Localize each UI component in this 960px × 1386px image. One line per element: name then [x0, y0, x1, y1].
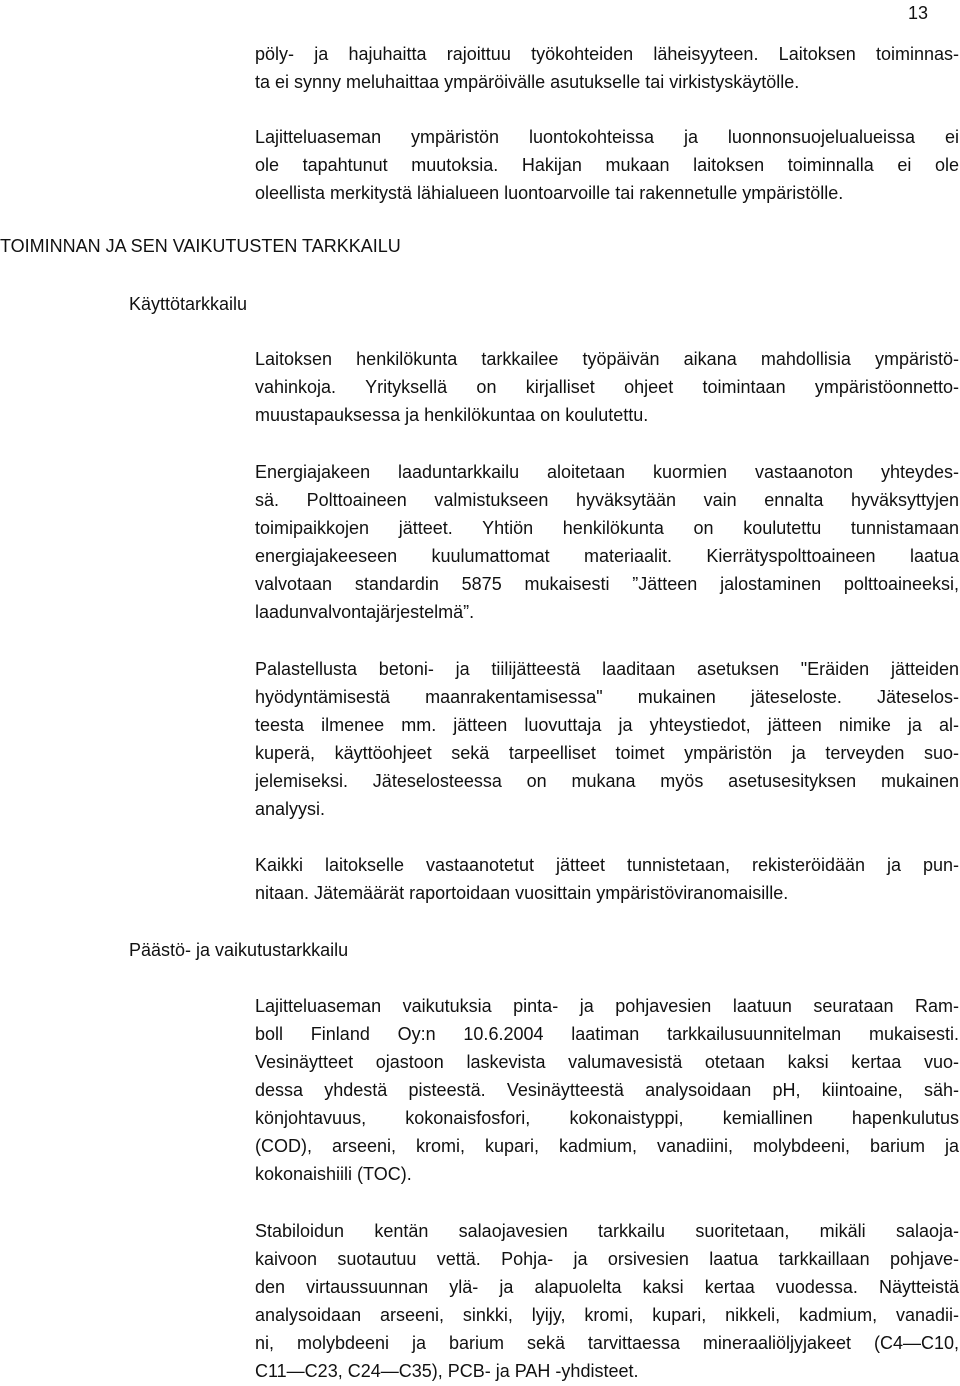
- text-line: vahinkoja. Yrityksellä on kirjalliset ohjeet toimintaan ympäristöonnetto-: [255, 377, 959, 397]
- text-line: C11—C23, C24—C35), PCB- ja PAH -yhdisteet.: [255, 1361, 639, 1381]
- paragraph-nature-sites: [255, 123, 959, 207]
- text-line: teesta ilmenee mm. jätteen luovuttaja ja yhteystiedot, jätteen nimike ja al-: [255, 715, 959, 735]
- text-line: pöly- ja hajuhaitta rajoittuu työkohteiden läheisyyteen. Laitoksen toiminnas-: [255, 44, 959, 64]
- text-line: oleellista merkitystä lähialueen luontoarvoille tai rakennetulle ympäristölle.: [255, 183, 844, 203]
- text-line: kokonaishiili (TOC).: [255, 1164, 412, 1184]
- paragraph-energy-fraction: [255, 458, 959, 626]
- text-line: Stabiloidun kentän salaojavesien tarkkailu suoritetaan, mikäli salaoja-: [255, 1221, 959, 1241]
- text-line: Vesinäytteet ojastoon laskevista valumavesistä otetaan kaksi kertaa vuo-: [255, 1052, 959, 1072]
- text-line: könjohtavuus, kokonaisfosfori, kokonaistyppi, kemiallinen hapenkulutus: [255, 1108, 959, 1128]
- text-line: sä. Polttoaineen valmistukseen hyväksytään vain ennalta hyväksyttyjen: [255, 490, 959, 510]
- text-line: (COD), arseeni, kromi, kupari, kadmium, vanadiini, molybdeeni, barium ja: [255, 1136, 959, 1156]
- text-line: Laitoksen henkilökunta tarkkailee työpäivän aikana mahdollisia ympäristö-: [255, 349, 959, 369]
- text-line: boll Finland Oy:n 10.6.2004 laatiman tarkkailusuunnitelman mukaisesti.: [255, 1024, 959, 1044]
- paragraph-waste-registration: [255, 851, 959, 907]
- page-number: 13: [908, 3, 929, 23]
- text-line: kuperä, käyttöohjeet sekä tarpeelliset toimet ympäristön ja terveyden suo-: [255, 743, 959, 763]
- text-line: Energiajakeen laaduntarkkailu aloitetaan kuormien vastaanoton yhteydes-: [255, 462, 959, 482]
- paragraph-water-quality: [255, 992, 959, 1188]
- text-line: dessa yhdestä pisteestä. Vesinäytteestä analysoidaan pH, kiintoaine, säh-: [255, 1080, 959, 1100]
- text-line: energiajakeeseen kuulumattomat materiaalit. Kierrätyspolttoaineen laatua: [255, 546, 959, 566]
- paragraph-staff-monitoring: [255, 345, 959, 429]
- paragraph-dust-noise: [255, 40, 959, 96]
- text-line: analyysi.: [255, 799, 326, 819]
- text-line: nitaan. Jätemäärät raportoidaan vuosittain ympäristöviranomaisille.: [255, 883, 789, 903]
- text-line: Lajitteluaseman vaikutuksia pinta- ja pohjavesien laatuun seurataan Ram-: [255, 996, 959, 1016]
- text-line: jelemiseksi. Jäteselosteessa on mukana myös asetusesityksen mukainen: [255, 771, 959, 791]
- text-line: muustapauksessa ja henkilökuntaa on koulutettu.: [255, 405, 649, 425]
- text-line: valvotaan standardin 5875 mukaisesti ”Jätteen jalostaminen polttoaineeksi,: [255, 574, 959, 594]
- paragraph-concrete-waste: [255, 655, 959, 823]
- text-line: analysoidaan arseeni, sinkki, lyijy, kromi, kupari, nikkeli, kadmium, vanadii-: [255, 1305, 959, 1325]
- text-line: laadunvalvontajärjestelmä”.: [255, 602, 475, 622]
- text-line: toimipaikkojen jätteet. Yhtiön henkilökunta on koulutettu tunnistamaan: [255, 518, 959, 538]
- text-line: den virtaussuunnan ylä- ja alapuolelta kaksi kertaa vuodessa. Näytteistä: [255, 1277, 959, 1297]
- text-line: ta ei synny meluhaittaa ympäröivälle asutukselle tai virkistyskäytölle.: [255, 72, 800, 92]
- text-line: Lajitteluaseman ympäristön luontokohteissa ja luonnonsuojelualueissa ei: [255, 127, 959, 147]
- paragraph-drainage-monitoring: [255, 1217, 959, 1385]
- subheading-operational-monitoring: Käyttötarkkailu: [129, 294, 248, 314]
- text-line: Palastellusta betoni- ja tiilijätteestä laaditaan asetuksen "Eräiden jätteiden: [255, 659, 959, 679]
- subheading-emission-monitoring: Päästö- ja vaikutustarkkailu: [129, 940, 349, 960]
- section-heading: TOIMINNAN JA SEN VAIKUTUSTEN TARKKAILU: [0, 236, 401, 256]
- text-line: kaivoon suotautuu vettä. Pohja- ja orsivesien laatua tarkkaillaan pohjave-: [255, 1249, 959, 1269]
- text-line: hyödyntämisestä maanrakentamisessa" mukainen jäteseloste. Jäteselos-: [255, 687, 959, 707]
- text-line: ole tapahtunut muutoksia. Hakijan mukaan laitoksen toiminnalla ei ole: [255, 155, 959, 175]
- text-line: Kaikki laitokselle vastaanotetut jätteet tunnistetaan, rekisteröidään ja pun-: [255, 855, 959, 875]
- text-line: ni, molybdeeni ja barium sekä tarvittaessa mineraaliöljyjakeet (C4—C10,: [255, 1333, 959, 1353]
